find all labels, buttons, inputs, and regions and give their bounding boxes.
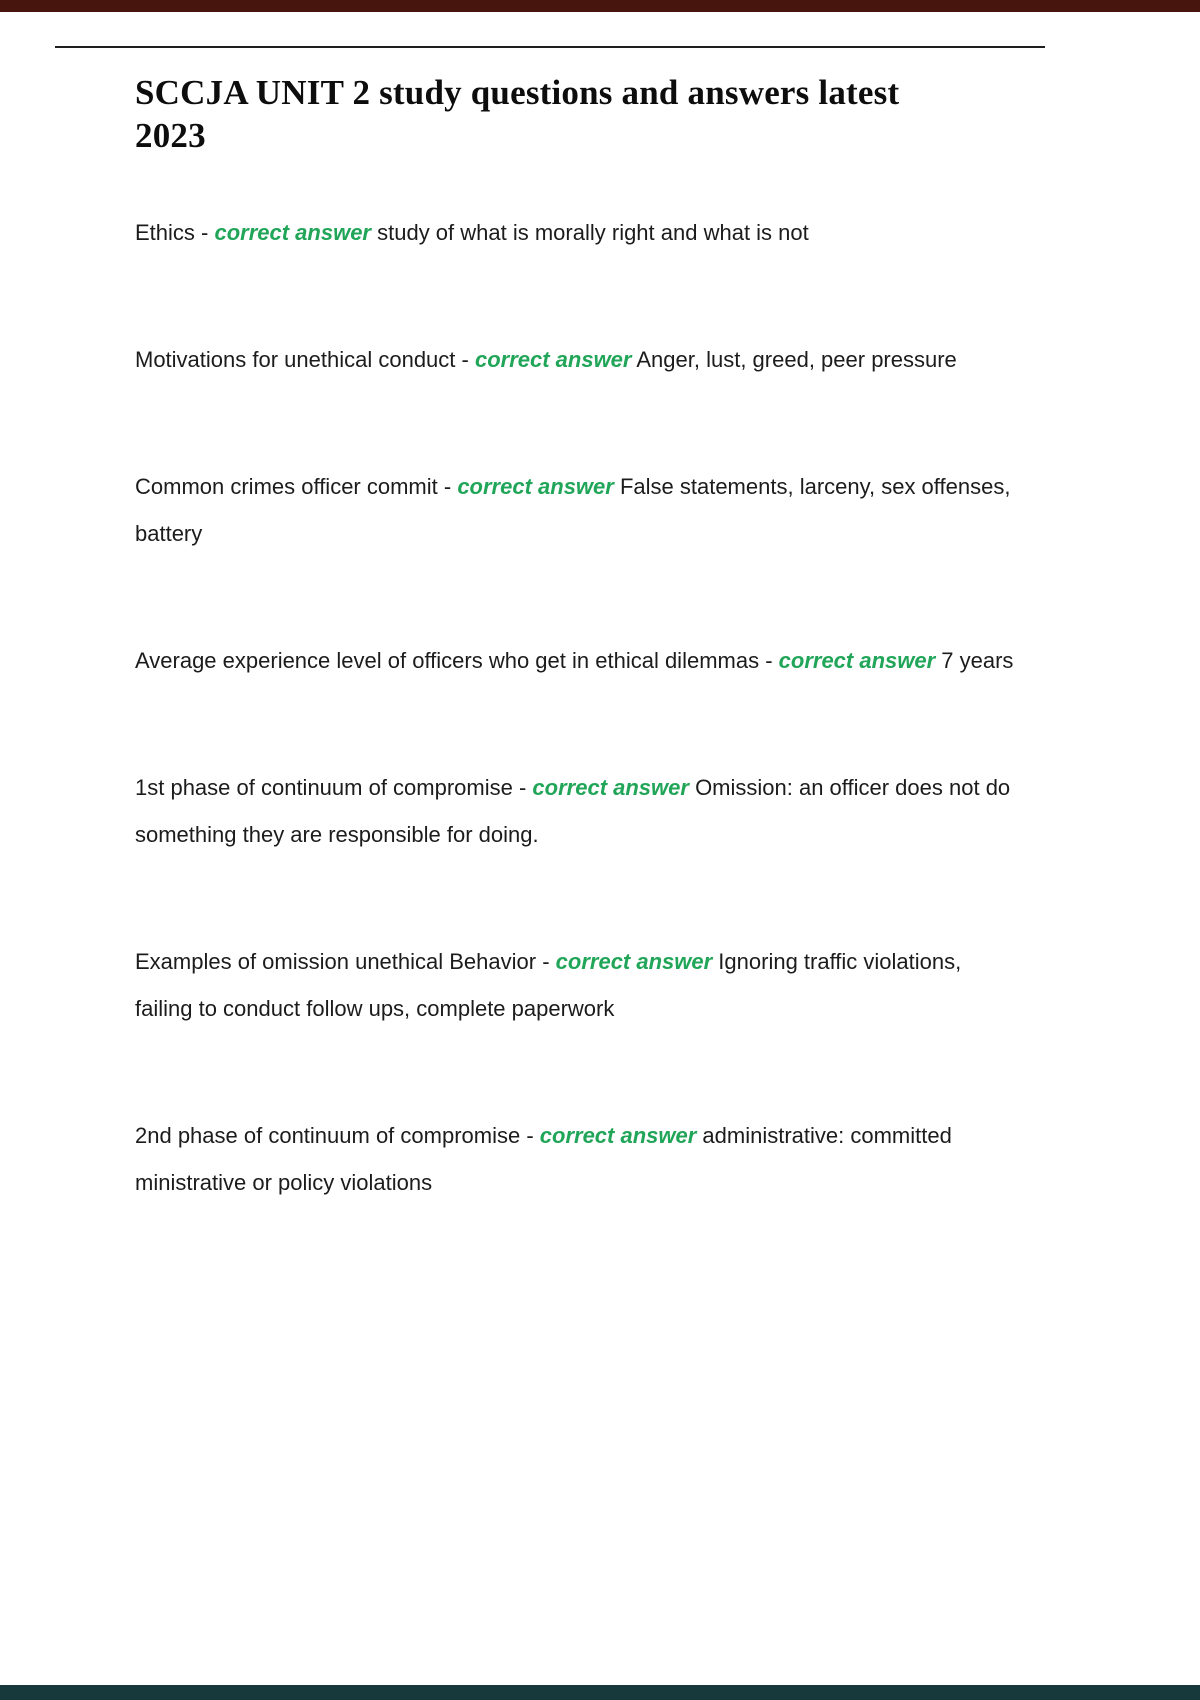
correct-answer-marker: correct answer (457, 474, 614, 500)
title-line-1: SCCJA UNIT 2 study questions and answers latest (135, 73, 900, 112)
correct-answer-marker: correct answer (214, 220, 371, 246)
correct-answer-marker: correct answer (555, 949, 713, 975)
qa-item (135, 1112, 1015, 1206)
correct-answer-marker: correct answer (539, 1123, 697, 1149)
title-line-2: 2023 (135, 115, 206, 155)
question-text: Average experience level of officers who get in ethical dilemmas - (135, 648, 779, 674)
qa-item (135, 336, 1015, 383)
question-text: 1st phase of continuum of compromise - (135, 775, 533, 801)
document-title (135, 72, 1040, 157)
question-text: Common crimes officer commit - (135, 474, 458, 500)
correct-answer-marker: correct answer (778, 648, 936, 674)
answer-text: Omission: an officer does not do something they are responsible for doing. (135, 775, 1011, 848)
qa-item (135, 637, 1015, 684)
qa-item (135, 463, 1015, 557)
qa-item (135, 209, 1015, 256)
bottom-accent-bar (0, 1685, 1200, 1700)
question-text: Ethics - (135, 220, 215, 246)
correct-answer-marker: correct answer (474, 347, 632, 373)
qa-item (135, 938, 1015, 1032)
qa-list (135, 209, 1015, 1206)
header-rule (55, 46, 1045, 48)
answer-text: administrative: committed ministrative or policy violations (135, 1123, 952, 1196)
answer-text: False statements, larceny, sex offenses, battery (135, 474, 1011, 547)
question-text: 2nd phase of continuum of compromise - (135, 1123, 540, 1149)
qa-item (135, 764, 1015, 858)
answer-text: Anger, lust, greed, peer pressure (631, 347, 957, 373)
correct-answer-marker: correct answer (532, 775, 689, 801)
answer-text: 7 years (935, 648, 1014, 674)
answer-text: Ignoring traffic violations, failing to conduct follow ups, complete paperwork (135, 949, 962, 1022)
question-text: Examples of omission unethical Behavior - (135, 949, 556, 975)
top-accent-bar (0, 0, 1200, 12)
answer-text: study of what is morally right and what is not (371, 220, 809, 246)
question-text: Motivations for unethical conduct - (135, 347, 475, 373)
